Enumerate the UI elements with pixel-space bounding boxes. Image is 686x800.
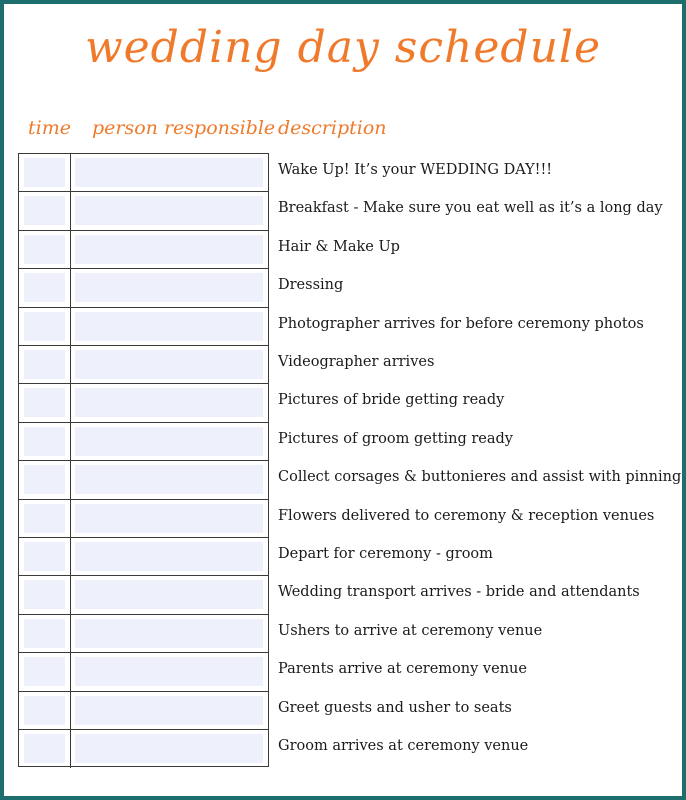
person-responsible-cell[interactable] — [75, 504, 263, 533]
time-cell[interactable] — [24, 696, 65, 725]
person-responsible-cell[interactable] — [75, 465, 263, 494]
time-cell[interactable] — [24, 350, 65, 379]
row-description: Greet guests and usher to seats — [278, 699, 512, 716]
row-description: Dressing — [278, 277, 344, 294]
schedule-row — [19, 730, 268, 768]
column-divider — [70, 500, 71, 537]
column-divider — [70, 269, 71, 306]
schedule-row — [19, 500, 268, 538]
schedule-row — [19, 576, 268, 614]
person-responsible-cell[interactable] — [75, 580, 263, 609]
schedule-row — [19, 653, 268, 691]
row-description: Wake Up! It’s your WEDDING DAY!!! — [278, 162, 553, 178]
row-description: Depart for ceremony - groom — [278, 546, 493, 562]
row-description: Videographer arrives — [278, 354, 435, 370]
page-title: wedding day schedule — [84, 22, 602, 73]
time-cell[interactable] — [24, 235, 65, 264]
time-cell[interactable] — [24, 158, 65, 187]
schedule-grid — [18, 153, 269, 767]
person-responsible-cell[interactable] — [75, 350, 263, 379]
person-responsible-cell[interactable] — [75, 312, 263, 341]
person-responsible-cell[interactable] — [75, 196, 263, 225]
schedule-row — [19, 423, 268, 461]
person-responsible-cell[interactable] — [75, 696, 263, 725]
column-divider — [70, 653, 71, 690]
schedule-row — [19, 538, 268, 576]
row-description: Ushers to arrive at ceremony venue — [278, 622, 543, 639]
schedule-row — [19, 692, 268, 730]
time-cell[interactable] — [24, 427, 65, 456]
row-description: Wedding transport arrives - bride and attendants — [278, 584, 640, 601]
person-responsible-cell[interactable] — [75, 734, 263, 763]
person-responsible-cell[interactable] — [75, 235, 263, 264]
time-cell[interactable] — [24, 312, 65, 341]
schedule-row — [19, 269, 268, 307]
column-divider — [70, 346, 71, 383]
person-responsible-cell[interactable] — [75, 388, 263, 417]
person-responsible-cell[interactable] — [75, 273, 263, 302]
time-cell[interactable] — [24, 657, 65, 686]
time-cell[interactable] — [24, 580, 65, 609]
time-cell[interactable] — [24, 196, 65, 225]
schedule-row — [19, 615, 268, 653]
column-divider — [70, 154, 71, 191]
schedule-row — [19, 154, 268, 192]
time-cell[interactable] — [24, 734, 65, 763]
column-divider — [70, 461, 71, 498]
row-description: Hair & Make Up — [278, 238, 400, 255]
column-divider — [70, 423, 71, 460]
column-divider — [70, 192, 71, 229]
time-cell[interactable] — [24, 542, 65, 571]
column-divider — [70, 730, 71, 768]
column-header-person-responsible: person responsible — [92, 117, 276, 139]
column-header-description: description — [278, 117, 387, 139]
person-responsible-cell[interactable] — [75, 158, 263, 187]
person-responsible-cell[interactable] — [75, 619, 263, 648]
column-divider — [70, 308, 71, 345]
time-cell[interactable] — [24, 273, 65, 302]
schedule-row — [19, 231, 268, 269]
column-divider — [70, 576, 71, 613]
column-header-time: time — [28, 117, 71, 139]
person-responsible-cell[interactable] — [75, 542, 263, 571]
schedule-row — [19, 308, 268, 346]
time-cell[interactable] — [24, 465, 65, 494]
row-description: Pictures of bride getting ready — [278, 392, 505, 409]
row-description: Breakfast - Make sure you eat well as it’s a long day — [278, 200, 663, 217]
schedule-row — [19, 461, 268, 499]
row-description: Groom arrives at ceremony venue — [278, 738, 529, 754]
person-responsible-cell[interactable] — [75, 427, 263, 456]
schedule-row — [19, 192, 268, 230]
column-divider — [70, 538, 71, 575]
column-divider — [70, 692, 71, 729]
schedule-row — [19, 346, 268, 384]
column-divider — [70, 384, 71, 421]
column-divider — [70, 231, 71, 268]
row-description: Parents arrive at ceremony venue — [278, 661, 527, 678]
schedule-row — [19, 384, 268, 422]
time-cell[interactable] — [24, 388, 65, 417]
time-cell[interactable] — [24, 619, 65, 648]
time-cell[interactable] — [24, 504, 65, 533]
row-description: Collect corsages & buttonieres and assist with pinning — [278, 469, 682, 486]
row-description: Pictures of groom getting ready — [278, 430, 513, 447]
person-responsible-cell[interactable] — [75, 657, 263, 686]
column-divider — [70, 615, 71, 652]
row-description: Photographer arrives for before ceremony photos — [278, 315, 644, 332]
row-description: Flowers delivered to ceremony & reception venues — [278, 507, 655, 524]
